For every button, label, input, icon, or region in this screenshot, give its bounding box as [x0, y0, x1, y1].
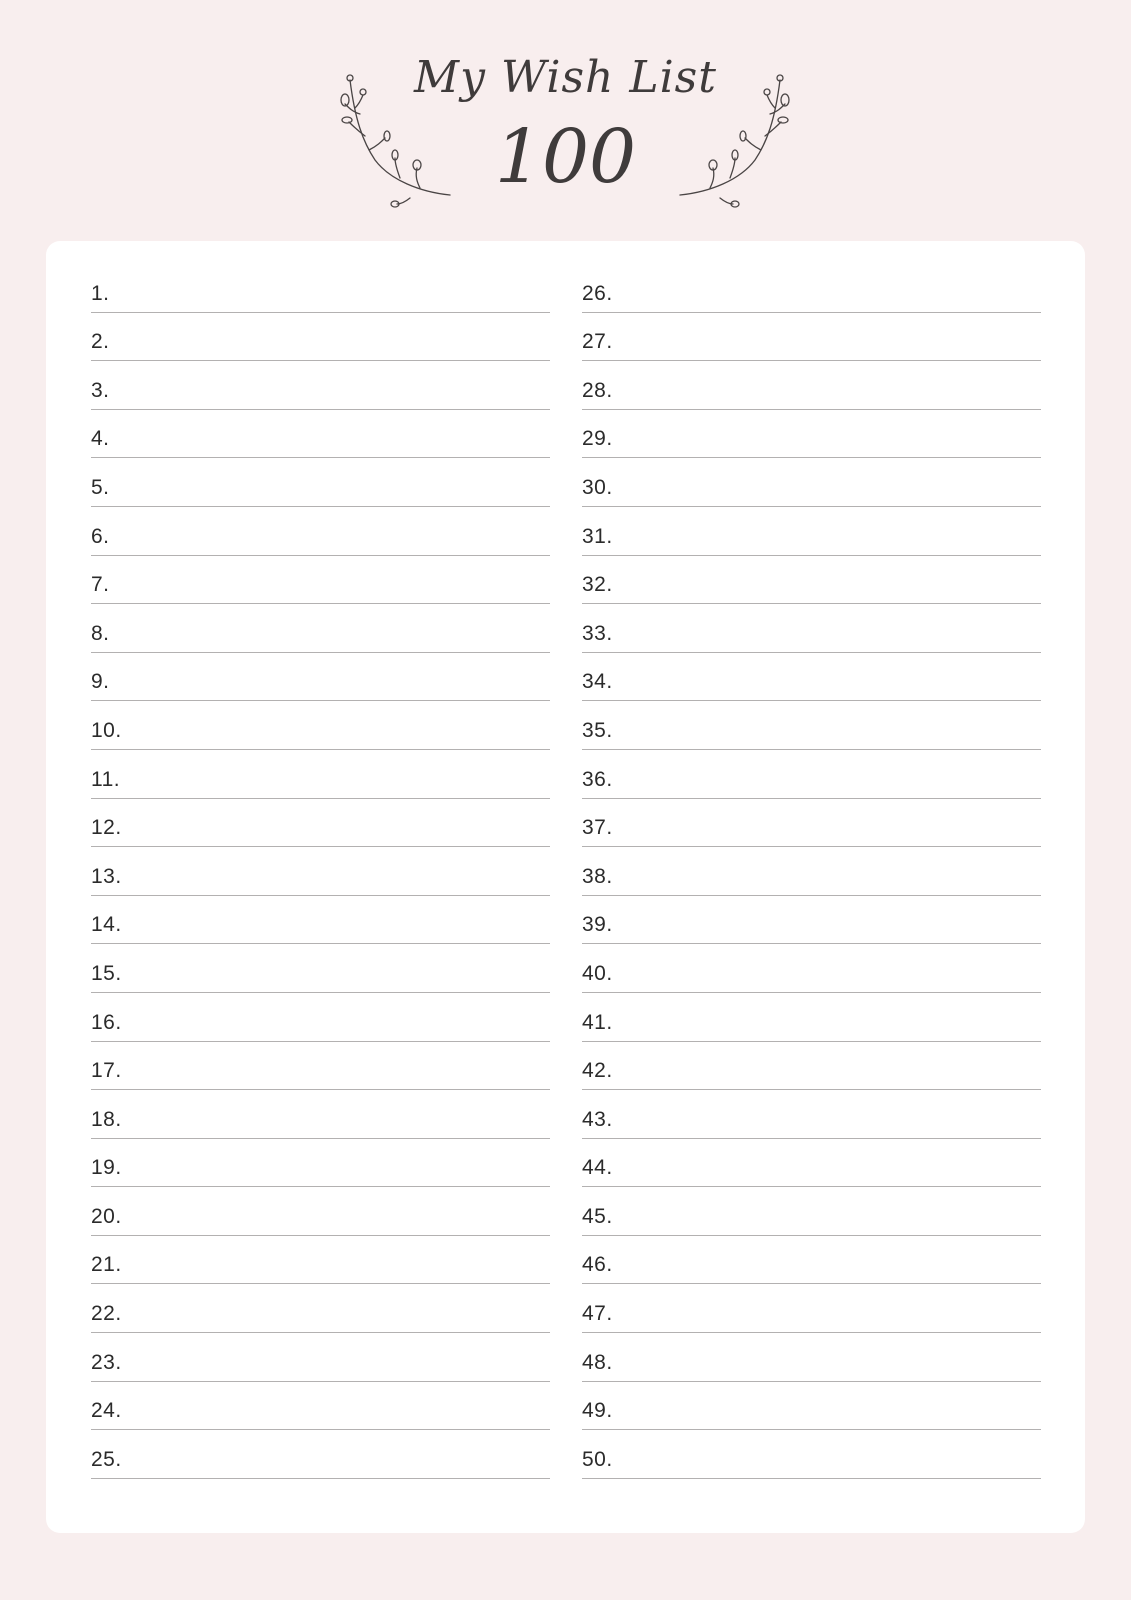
item-number: 26.: [582, 281, 613, 305]
item-number: 20.: [91, 1204, 122, 1228]
list-item[interactable]: [582, 1042, 1041, 1091]
item-number: 28.: [582, 378, 613, 402]
item-number: 10.: [91, 718, 122, 742]
list-item[interactable]: [91, 1284, 550, 1333]
list-item[interactable]: [91, 313, 550, 362]
list-item[interactable]: [582, 458, 1041, 507]
item-number: 3.: [91, 378, 110, 402]
list-item[interactable]: [91, 701, 550, 750]
list-item[interactable]: [582, 1236, 1041, 1285]
item-number: 38.: [582, 864, 613, 888]
list-item[interactable]: [582, 507, 1041, 556]
item-number: 48.: [582, 1350, 613, 1374]
item-number: 49.: [582, 1399, 613, 1423]
item-number: 41.: [582, 1010, 613, 1034]
item-number: 47.: [582, 1302, 613, 1326]
list-item[interactable]: [582, 410, 1041, 459]
list-item[interactable]: [91, 1090, 550, 1139]
item-number: 36.: [582, 767, 613, 791]
list-item[interactable]: [582, 604, 1041, 653]
list-item[interactable]: [91, 604, 550, 653]
list-item[interactable]: [91, 458, 550, 507]
item-number: 16.: [91, 1010, 122, 1034]
list-item[interactable]: [582, 750, 1041, 799]
item-number: 19.: [91, 1156, 122, 1180]
item-number: 30.: [582, 475, 613, 499]
list-item[interactable]: [582, 1382, 1041, 1431]
list-item[interactable]: [91, 1333, 550, 1382]
list-item[interactable]: [91, 1139, 550, 1188]
item-number: 14.: [91, 913, 122, 937]
list-item[interactable]: [91, 847, 550, 896]
item-number: 45.: [582, 1204, 613, 1228]
item-number: 37.: [582, 816, 613, 840]
item-number: 12.: [91, 816, 122, 840]
page-subtitle: 100: [494, 114, 637, 200]
list-item[interactable]: [91, 1236, 550, 1285]
left-column: [91, 264, 550, 1479]
item-number: 40.: [582, 961, 613, 985]
item-number: 31.: [582, 524, 613, 548]
item-number: 18.: [91, 1107, 122, 1131]
item-number: 15.: [91, 961, 122, 985]
page-header: [0, 0, 1131, 230]
item-number: 4.: [91, 427, 110, 451]
item-number: 32.: [582, 573, 613, 597]
list-item[interactable]: [582, 1284, 1041, 1333]
list-item[interactable]: [91, 1042, 550, 1091]
list-item[interactable]: [91, 944, 550, 993]
list-item[interactable]: [582, 1139, 1041, 1188]
item-number: 7.: [91, 573, 110, 597]
list-item[interactable]: [91, 410, 550, 459]
list-item[interactable]: [582, 799, 1041, 848]
item-number: 6.: [91, 524, 110, 548]
list-item[interactable]: [582, 1333, 1041, 1382]
list-item[interactable]: [582, 993, 1041, 1042]
wish-list-card: [46, 241, 1085, 1533]
page-title: My Wish List: [414, 52, 717, 103]
list-item[interactable]: [91, 556, 550, 605]
item-number: 33.: [582, 621, 613, 645]
list-item[interactable]: [91, 1382, 550, 1431]
item-number: 21.: [91, 1253, 122, 1277]
item-number: 24.: [91, 1399, 122, 1423]
item-number: 25.: [91, 1447, 122, 1471]
list-item[interactable]: [582, 701, 1041, 750]
list-item[interactable]: [582, 847, 1041, 896]
list-item[interactable]: [582, 1090, 1041, 1139]
item-number: 44.: [582, 1156, 613, 1180]
list-item[interactable]: [91, 361, 550, 410]
item-number: 29.: [582, 427, 613, 451]
list-item[interactable]: [582, 653, 1041, 702]
list-item[interactable]: [91, 1430, 550, 1479]
list-item[interactable]: [582, 1187, 1041, 1236]
item-number: 13.: [91, 864, 122, 888]
list-item[interactable]: [582, 944, 1041, 993]
item-number: 50.: [582, 1447, 613, 1471]
list-item[interactable]: [91, 993, 550, 1042]
list-item[interactable]: [91, 264, 550, 313]
item-number: 27.: [582, 330, 613, 354]
list-item[interactable]: [91, 750, 550, 799]
list-item[interactable]: [91, 799, 550, 848]
item-number: 5.: [91, 475, 110, 499]
item-number: 23.: [91, 1350, 122, 1374]
list-item[interactable]: [582, 264, 1041, 313]
list-item[interactable]: [582, 1430, 1041, 1479]
item-number: 34.: [582, 670, 613, 694]
list-item[interactable]: [582, 896, 1041, 945]
list-item[interactable]: [91, 1187, 550, 1236]
item-number: 11.: [91, 767, 121, 791]
item-number: 39.: [582, 913, 613, 937]
laurel-branch-icon: [665, 70, 805, 210]
item-number: 43.: [582, 1107, 613, 1131]
item-number: 1.: [91, 281, 110, 305]
list-item[interactable]: [91, 653, 550, 702]
item-number: 22.: [91, 1302, 122, 1326]
list-item[interactable]: [91, 896, 550, 945]
list-item[interactable]: [91, 507, 550, 556]
item-number: 35.: [582, 718, 613, 742]
item-number: 17.: [91, 1059, 122, 1083]
list-item[interactable]: [582, 556, 1041, 605]
item-number: 42.: [582, 1059, 613, 1083]
right-column: [582, 264, 1041, 1479]
item-number: 9.: [91, 670, 110, 694]
item-number: 8.: [91, 621, 110, 645]
list-item[interactable]: [582, 313, 1041, 362]
item-number: 46.: [582, 1253, 613, 1277]
item-number: 2.: [91, 330, 110, 354]
list-item[interactable]: [582, 361, 1041, 410]
